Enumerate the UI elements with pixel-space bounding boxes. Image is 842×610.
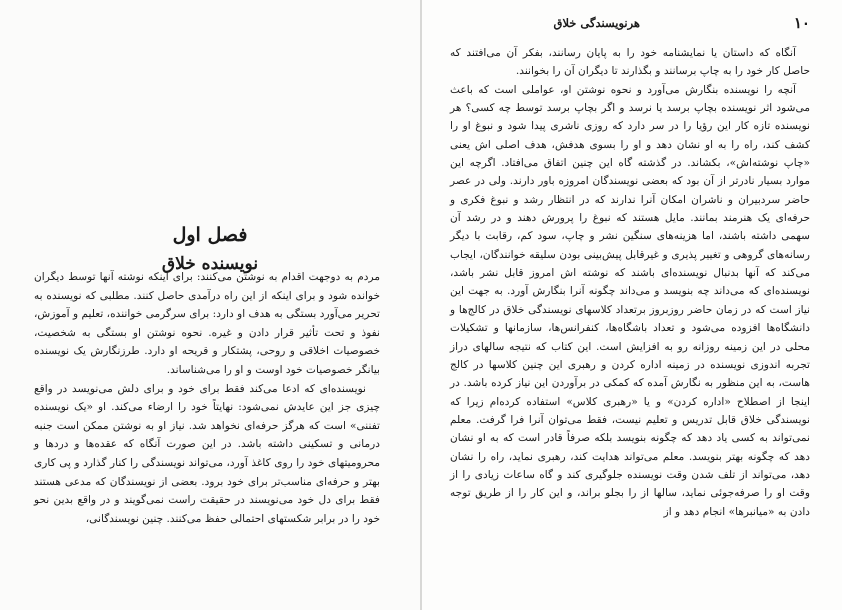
running-title: هرنویسندگی خلاق (553, 16, 640, 30)
chapter-title: فصل اول (172, 224, 248, 246)
left-page-body (34, 268, 380, 528)
right-page (422, 0, 842, 610)
paragraph: آنچه را نویسنده بنگارش می‌آورد و نحوه نوشتن او، عواملی است که باعث می‌شود اثر نویسنده بچاپ برسد یا نرسد و اگر بچاپ برسد توسط چه کسی؟ هر نویسنده تازه کار این رؤیا را در سر دارد که روزی ناشری پیدا شود و نبوغ او را کشف کند، راه را به او نشان دهد و او را بسوی هدفش، هدف اصلی اش یعنی «چاپ نوشته‌اش»، بکشاند. در گذشته گاه این چنین اتفاق می‌افتاد. اگرچه این موارد بسیار نادرتر از آن بود که بعضی نویسندگان امروزه باور دارند. ولی در عصر حاضر سردبیران و ناشران امکان آنرا ندارند که در انتظار رشد و نبوغ فکری و حرفه‌ای یک هنرمند بمانند. مایل هستند که نبوغ را پرورش دهند و در رشد آن سهمی داشته باشند، اما هزینه‌های سنگین نشر و چاپ، سود کم، رقابت با دیگر رسانه‌های گروهی و تغییر پذیری و غیرقابل پیش‌بینی بودن سلیقه خوانندگان، ایجاب می‌کند که آنها بدنبال نویسنده‌ای باشند که نوشته اش امروز قابل نشر باشد، نویسنده‌ای که می‌داند چه بنویسد و می‌داند چگونه آنرا بنگارش آورد. به جهت این نیاز است که در زمان حاضر روزبروز برتعداد کلاسهای نویسندگی خلاق در کالج‌ها و دانشگاه‌ها افزوده می‌شود و تعداد باشگاه‌ها، کنفرانس‌ها، سازمانها و تشکیلات محلی در این زمینه روزانه رو به افزایش است. این کتاب که نتیجه سالهای دراز تجربه اندوزی نویسنده در زمینه اداره کردن و رهبری این چنین کلاسها در کالج هاست، به این منظور به نگارش آمده که کمکی در برآوردن این نیاز کرده باشد. در اینجا از اصطلاح «اداره کردن» و یا «رهبری کلاس» استفاده کرده‌ام زیرا که نویسندگی خلاق قابل تدریس و تعلیم نیست، فقط می‌توان آنرا فرا گرفت. معلم نمی‌تواند به کسی یاد دهد که چگونه بنویسد بلکه صرفاً قادر است که به او نشان دهد که چگونه بهتر بنویسد. معلم می‌تواند هدایت کند، رهبری نماید، راه را نشان دهد، می‌تواند از تلف شدن وقت نویسنده جلوگیری کند و گاه ساعات زیادی را از وقت او را صرفه‌جوئی نماید، سالها از را بجلو براند، و این کار را از طریق توجه دادن به «میانبرها» انجام دهد و از (450, 83, 810, 518)
paragraph: نویسنده‌ای که ادعا می‌کند فقط برای خود و برای دلش می‌نویسد در واقع چیزی جز این عایدش نمی‌شود: نهایتاً خود را ارضاء می‌کند. او «یک نویسنده تفننی» است که هرگز حرفه‌ای نخواهد شد. نیاز او به نوشتن ممکن است جنبه درمانی و تسکینی داشته باشد. در این صورت آنگاه که عقده‌ها و دردها و محرومیتهای خود را روی کاغذ آورد، می‌تواند نویسندگی را کنار گذارد و پی کاری بهتر و حرفه‌ای مناسب‌تر برای خود برود. بعضی از نویسندگان که مدعی هستند فقط برای دل خود می‌نویسند در حقیقت راست نمی‌گویند و در واقع بدین نحو خود را در برابر شکستهای احتمالی حفظ می‌کنند. چنین نویسندگانی، (34, 382, 380, 525)
left-page (0, 0, 420, 610)
chapter-subtitle: نویسنده خلاق (161, 254, 259, 274)
right-page-body (450, 44, 810, 521)
page-header (448, 14, 810, 38)
paragraph: آنگاه که داستان یا نمایشنامه خود را به پایان رسانند، بفکر آن می‌افتند که حاصل کار خود را به چاپ برسانند و بگذارند تا دیگران آن را بخوانند. (450, 47, 810, 78)
paragraph: مردم به دوجهت اقدام به نوشتن می‌کنند: برای اینکه نوشته آنها توسط دیگران خوانده شود و برای اینکه از این راه درآمدی حاصل کنند. مطلبی که نویسنده به تحریر می‌آورد بستگی به هدف او دارد: برای سرگرمی خواننده، تعلیم و آموزش، نفوذ و تحت تأثیر قرار دادن و غیره. نحوه نوشتن او بستگی به شخصیت، خصوصیات اخلاقی و روحی، پشتکار و قریحه او دارد. طرزنگارش یک نویسنده بیانگر خصوصیات خود اوست و او را می‌شناساند. (34, 271, 380, 376)
page-number: ١٠ (793, 14, 810, 32)
